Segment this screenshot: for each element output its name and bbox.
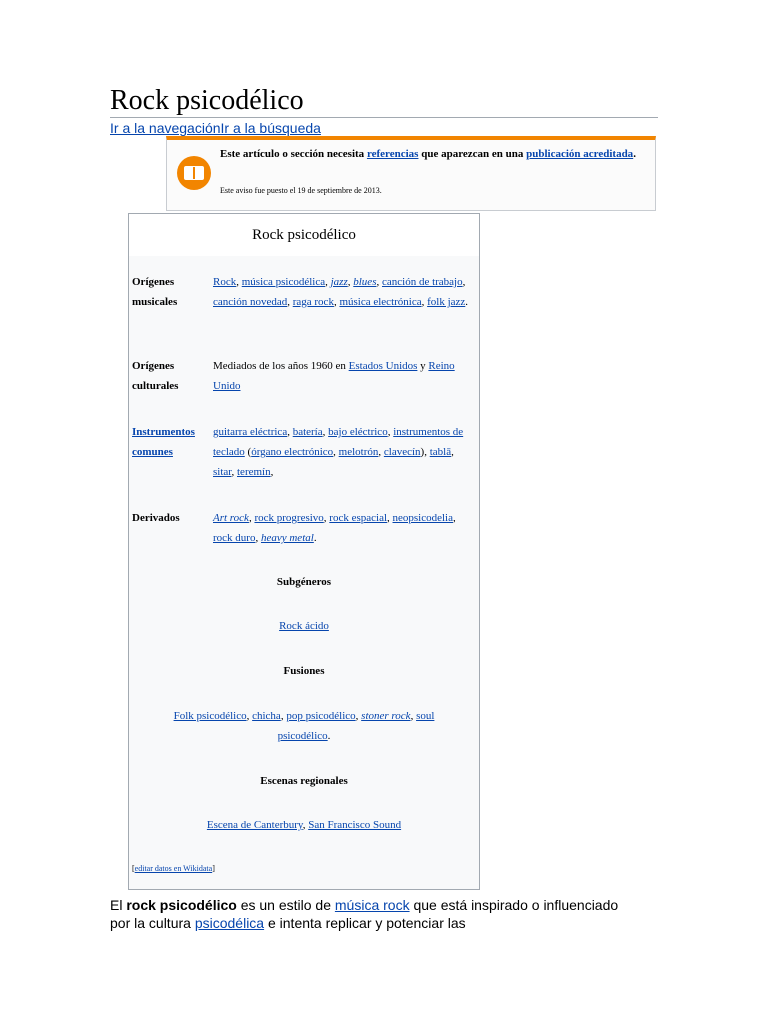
value-escenas-regionales: Escena de Canterbury, San Francisco Sound <box>206 819 402 831</box>
book-icon <box>177 156 211 190</box>
infobox-title: Rock psicodélico <box>129 214 479 256</box>
link-folk-psicodelico[interactable]: Folk psicodélico <box>173 710 247 722</box>
link-bateria[interactable]: batería <box>292 426 323 438</box>
value-origenes-musicales: Rock, música psicodélica, jazz, blues, canción de trabajo, canción novedad, raga rock, música electrónica, folk jazz. <box>213 276 469 308</box>
page-title: Rock psicodélico <box>110 85 304 116</box>
link-musica-psicodelica[interactable]: música psicodélica <box>241 276 326 288</box>
heading-escenas-regionales: Escenas regionales <box>260 775 348 787</box>
link-pop-psicodelico[interactable]: pop psicodélico <box>286 710 356 722</box>
value-origenes-culturales: Mediados de los años 1960 en Estados Unidos y Reino Unido <box>213 360 455 392</box>
link-tabla[interactable]: tablā <box>429 446 452 458</box>
link-folk-jazz[interactable]: folk jazz <box>427 296 466 308</box>
link-musica-rock[interactable]: música rock <box>334 897 410 913</box>
link-neopsicodelia[interactable]: neopsicodelia <box>392 512 453 524</box>
link-chicha[interactable]: chicha <box>252 710 281 722</box>
link-san-francisco-sound[interactable]: San Francisco Sound <box>308 819 402 831</box>
link-psicodelica[interactable]: psicodélica <box>194 915 265 931</box>
instrumentos-comunes-link[interactable]: Instrumentos comunes <box>132 426 195 458</box>
jump-to-search-link[interactable]: Ir a la búsqueda <box>220 120 321 136</box>
references-notice <box>166 136 656 211</box>
referencias-link[interactable]: referencias <box>366 148 419 160</box>
link-bajo-electrico[interactable]: bajo eléctrico <box>328 426 388 438</box>
value-instrumentos: guitarra eléctrica, batería, bajo eléctrico, instrumentos de teclado (órgano electrónico, melotrón, clavecín), tablā, sitar, teremín, <box>213 426 464 478</box>
notice-message: Este artículo o sección necesita referencias que aparezcan en una publicación acreditada. <box>220 148 636 160</box>
value-derivados: Art rock, rock progresivo, rock espacial, neopsicodelia, rock duro, heavy metal. <box>213 512 456 544</box>
label-origenes-musicales: Orígenes musicales <box>132 276 178 308</box>
wikidata-edit: [editar datos en Wikidata] <box>132 864 215 873</box>
value-subgeneros <box>129 616 479 636</box>
editar-wikidata-link[interactable]: editar datos en Wikidata <box>134 864 213 873</box>
infobox <box>128 213 480 890</box>
value-fusiones: Folk psicodélico, chicha, pop psicodélico, stoner rock, soul psicodélico. <box>173 710 435 742</box>
link-cancion-novedad[interactable]: canción novedad <box>213 296 288 308</box>
heading-subgeneros: Subgéneros <box>276 576 332 588</box>
link-blues[interactable]: blues <box>353 276 377 288</box>
link-estados-unidos[interactable]: Estados Unidos <box>348 360 418 372</box>
link-rock-progresivo[interactable]: rock progresivo <box>254 512 324 524</box>
link-art-rock[interactable]: Art rock <box>213 512 249 524</box>
label-derivados: Derivados <box>132 512 180 524</box>
title-divider <box>110 117 658 118</box>
heading-fusiones: Fusiones <box>283 665 325 677</box>
link-rock-espacial[interactable]: rock espacial <box>329 512 388 524</box>
jump-to-navigation-link[interactable]: Ir a la navegación <box>110 120 221 136</box>
label-instrumentos <box>132 422 208 462</box>
link-heavy-metal[interactable]: heavy metal <box>260 532 314 544</box>
link-rock-acido[interactable]: Rock ácido <box>279 620 329 632</box>
link-soul-psicodelico[interactable]: soul psicodélico <box>277 710 435 742</box>
link-musica-electronica[interactable]: música electrónica <box>339 296 422 308</box>
link-rock-duro[interactable]: rock duro <box>213 532 256 544</box>
link-organo-electronico[interactable]: órgano electrónico <box>251 446 334 458</box>
jump-links <box>110 119 321 137</box>
link-reino-unido[interactable]: Reino Unido <box>213 360 455 392</box>
link-melotron[interactable]: melotrón <box>338 446 379 458</box>
link-rock[interactable]: Rock <box>213 276 237 288</box>
intro-paragraph: El rock psicodélico es un estilo de música rock que está inspirado o influenciado por la cultura psicodélica e intenta replicar y potenciar las <box>110 897 619 931</box>
link-stoner-rock[interactable]: stoner rock <box>361 710 411 722</box>
link-clavecin[interactable]: clavecín <box>383 446 421 458</box>
label-origenes-culturales: Orígenes culturales <box>132 360 179 392</box>
link-instrumentos-de-teclado[interactable]: instrumentos de teclado <box>213 426 464 458</box>
link-guitarra-electrica[interactable]: guitarra eléctrica <box>213 426 288 438</box>
link-sitar[interactable]: sitar <box>213 466 232 478</box>
link-raga-rock[interactable]: raga rock <box>292 296 334 308</box>
link-cancion-de-trabajo[interactable]: canción de trabajo <box>381 276 463 288</box>
link-jazz[interactable]: jazz <box>330 276 348 288</box>
intro-bold-term: rock psicodélico <box>126 897 237 913</box>
notice-date: Este aviso fue puesto el 19 de septiembre de 2013. <box>220 186 382 195</box>
link-escena-de-canterbury[interactable]: Escena de Canterbury <box>206 819 303 831</box>
publicacion-acreditada-link[interactable]: publicación acreditada <box>526 148 634 160</box>
link-teremin[interactable]: teremín <box>237 466 271 478</box>
